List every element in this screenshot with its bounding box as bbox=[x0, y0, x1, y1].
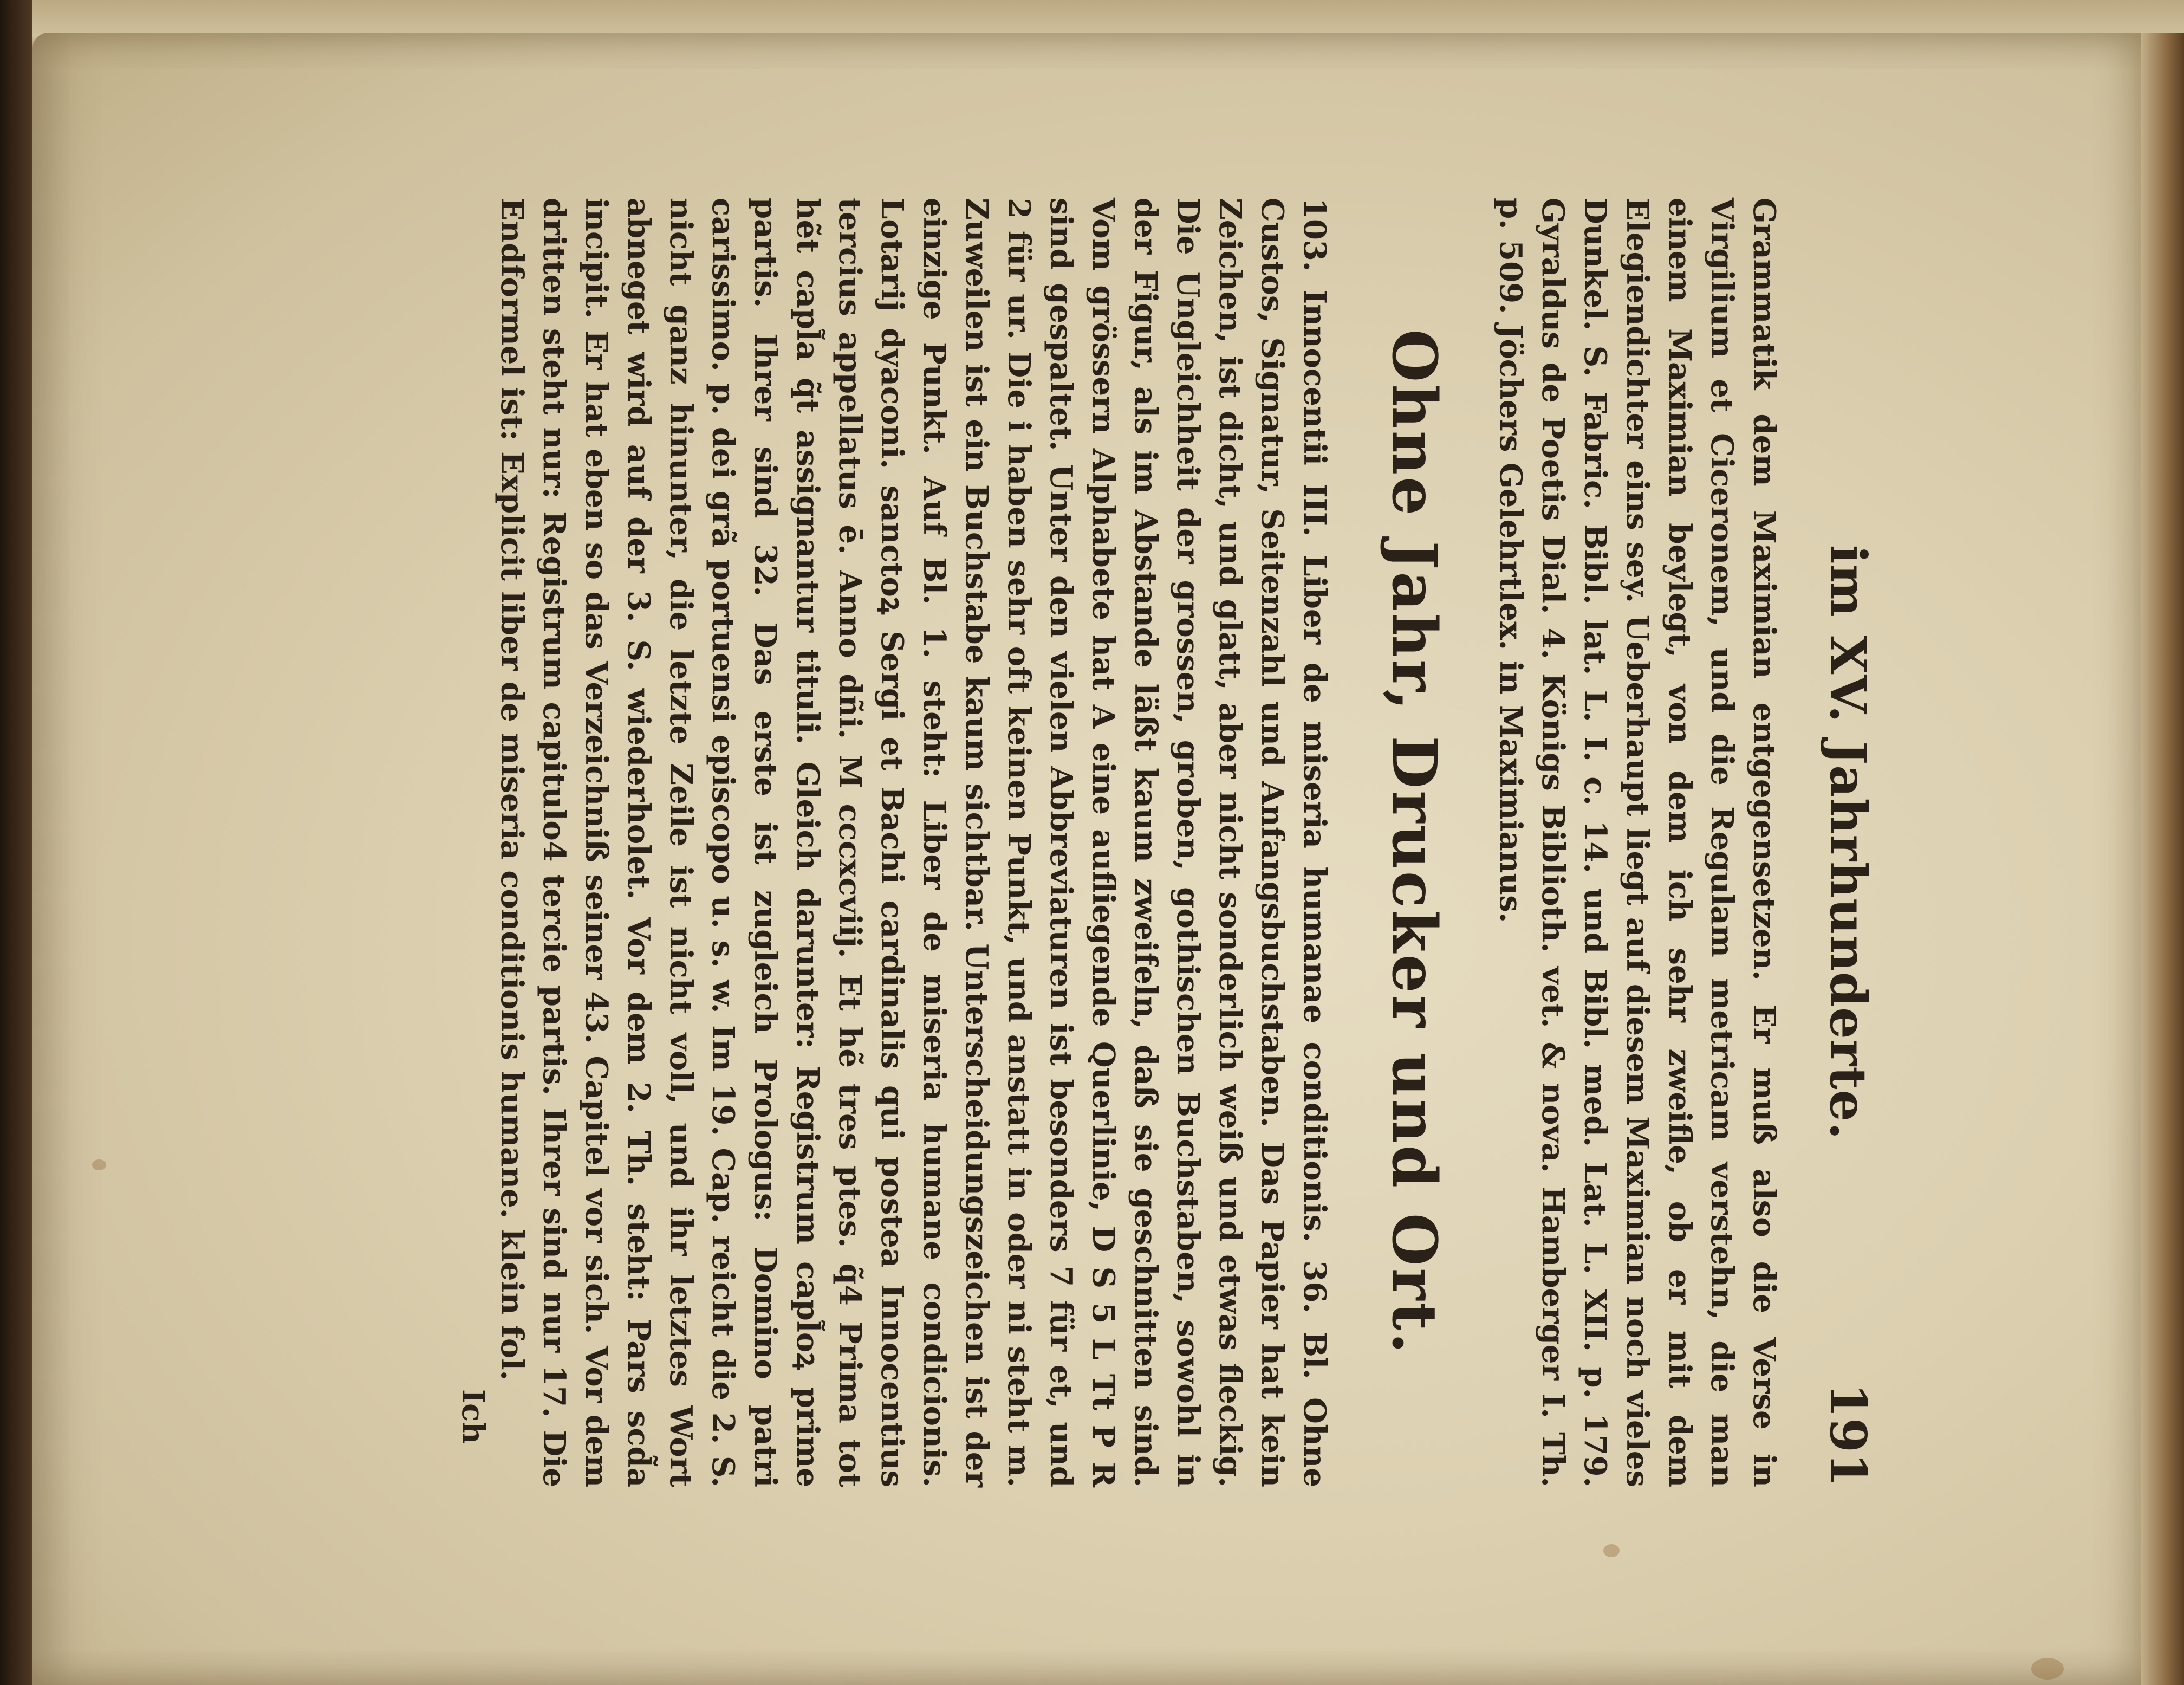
section-heading: Ohne Jahr, Drucker und Ort. bbox=[1379, 329, 1450, 1356]
page-number: 191 bbox=[1819, 1383, 1877, 1487]
page-header bbox=[1812, 198, 1877, 1487]
paper-stain bbox=[2031, 1658, 2064, 1680]
running-head: im XV. Jahrhunderte. bbox=[1819, 545, 1877, 1140]
page-fore-edge bbox=[2141, 33, 2184, 1685]
entry-paragraph: 103. Innocentii III. Liber de miseria humanae conditionis. 36. Bl. Ohne Custos, Signatur, Seitenzahl und Anfangsbuchstaben. Das Papier hat kein Zeichen, ist dicht, und glatt, aber nicht sonderlich weiß und etwas fleckig. Die Ungleichheit der grossen, groben, gothischen Buchstaben, sowohl in der Figur, als im Abstande läßt kaum zweifeln, daß sie geschnitten sind. Vom grössern Alphabete hat A eine aufliegende Querlinie, D S 5 L Tt P R sind gespaltet. Unter den vielen Abbreviaturen ist besonders 7 für et, und 2 für ur. Die i haben sehr oft keinen Punkt, und anstatt in oder ni steht m. Zuweilen ist ein Buchstabe kaum sichtbar. Unterscheidungszeichen ist der einzige Punkt. Auf Bl. 1. steht: Liber de miseria humane condicionis. Lotarij dyaconi. sanctoꝝ Sergi et Bachi cardinalis qui postea Innocentius tercius appellatus ē. Anno dñi. M cccxcviij. Et hẽ tres ptes. q̃4 Prima tot hẽt capl̃a q̃t assignantur tituli. Gleich darunter: Registrum capl̃oꝝ prime partis. Ihrer sind 32. Das erste ist zugleich Prologus: Domino patri carissimo. p. dei grã portuensi episcopo u. s. w. Im 19. Cap. reicht die 2. S. nicht ganz hinunter, die letzte Zeile ist nicht voll, und ihr letztes Wort abneget wird auf der 3. S. wiederholet. Vor dem 2. Th. steht: Pars scd̃a incipit. Er hat eben so das Verzeichniß seiner 43. Capitel vor sich. Vor dem dritten steht nur: Registrum capitulo4 tercie partis. Ihrer sind nur 17. Die Endformel ist: Explicit liber de miseria conditionis humane. klein fol. bbox=[494, 198, 1332, 1487]
top-paragraph: Grammatik dem Maximian entgegensetzen. Er muß also die Verse in Virgilium et Ciceronem, und die Regulam metricam verstehn, die man einem Maximian beylegt, von dem ich sehr zweifle, ob er mit dem Elegiendichter eins sey. Ueberhaupt liegt auf diesem Maximian noch vieles Dunkel. S. Fabric. Bibl. lat. L. I. c. 14. und Bibl. med. Lat. L. XII. p. 179. Gyraldus de Poetis Dial. 4. Königs Biblioth. vet. & nova. Hamberger I. Th. p. 509. Jöchers Gelehrtlex. in Maximianus. bbox=[1493, 198, 1782, 1487]
paper-stain bbox=[1603, 1544, 1620, 1557]
paper-stain bbox=[92, 1159, 106, 1170]
catchword: Ich bbox=[455, 1389, 491, 1444]
page-text-rotated bbox=[307, 165, 1877, 1520]
text-block bbox=[307, 165, 1877, 1520]
